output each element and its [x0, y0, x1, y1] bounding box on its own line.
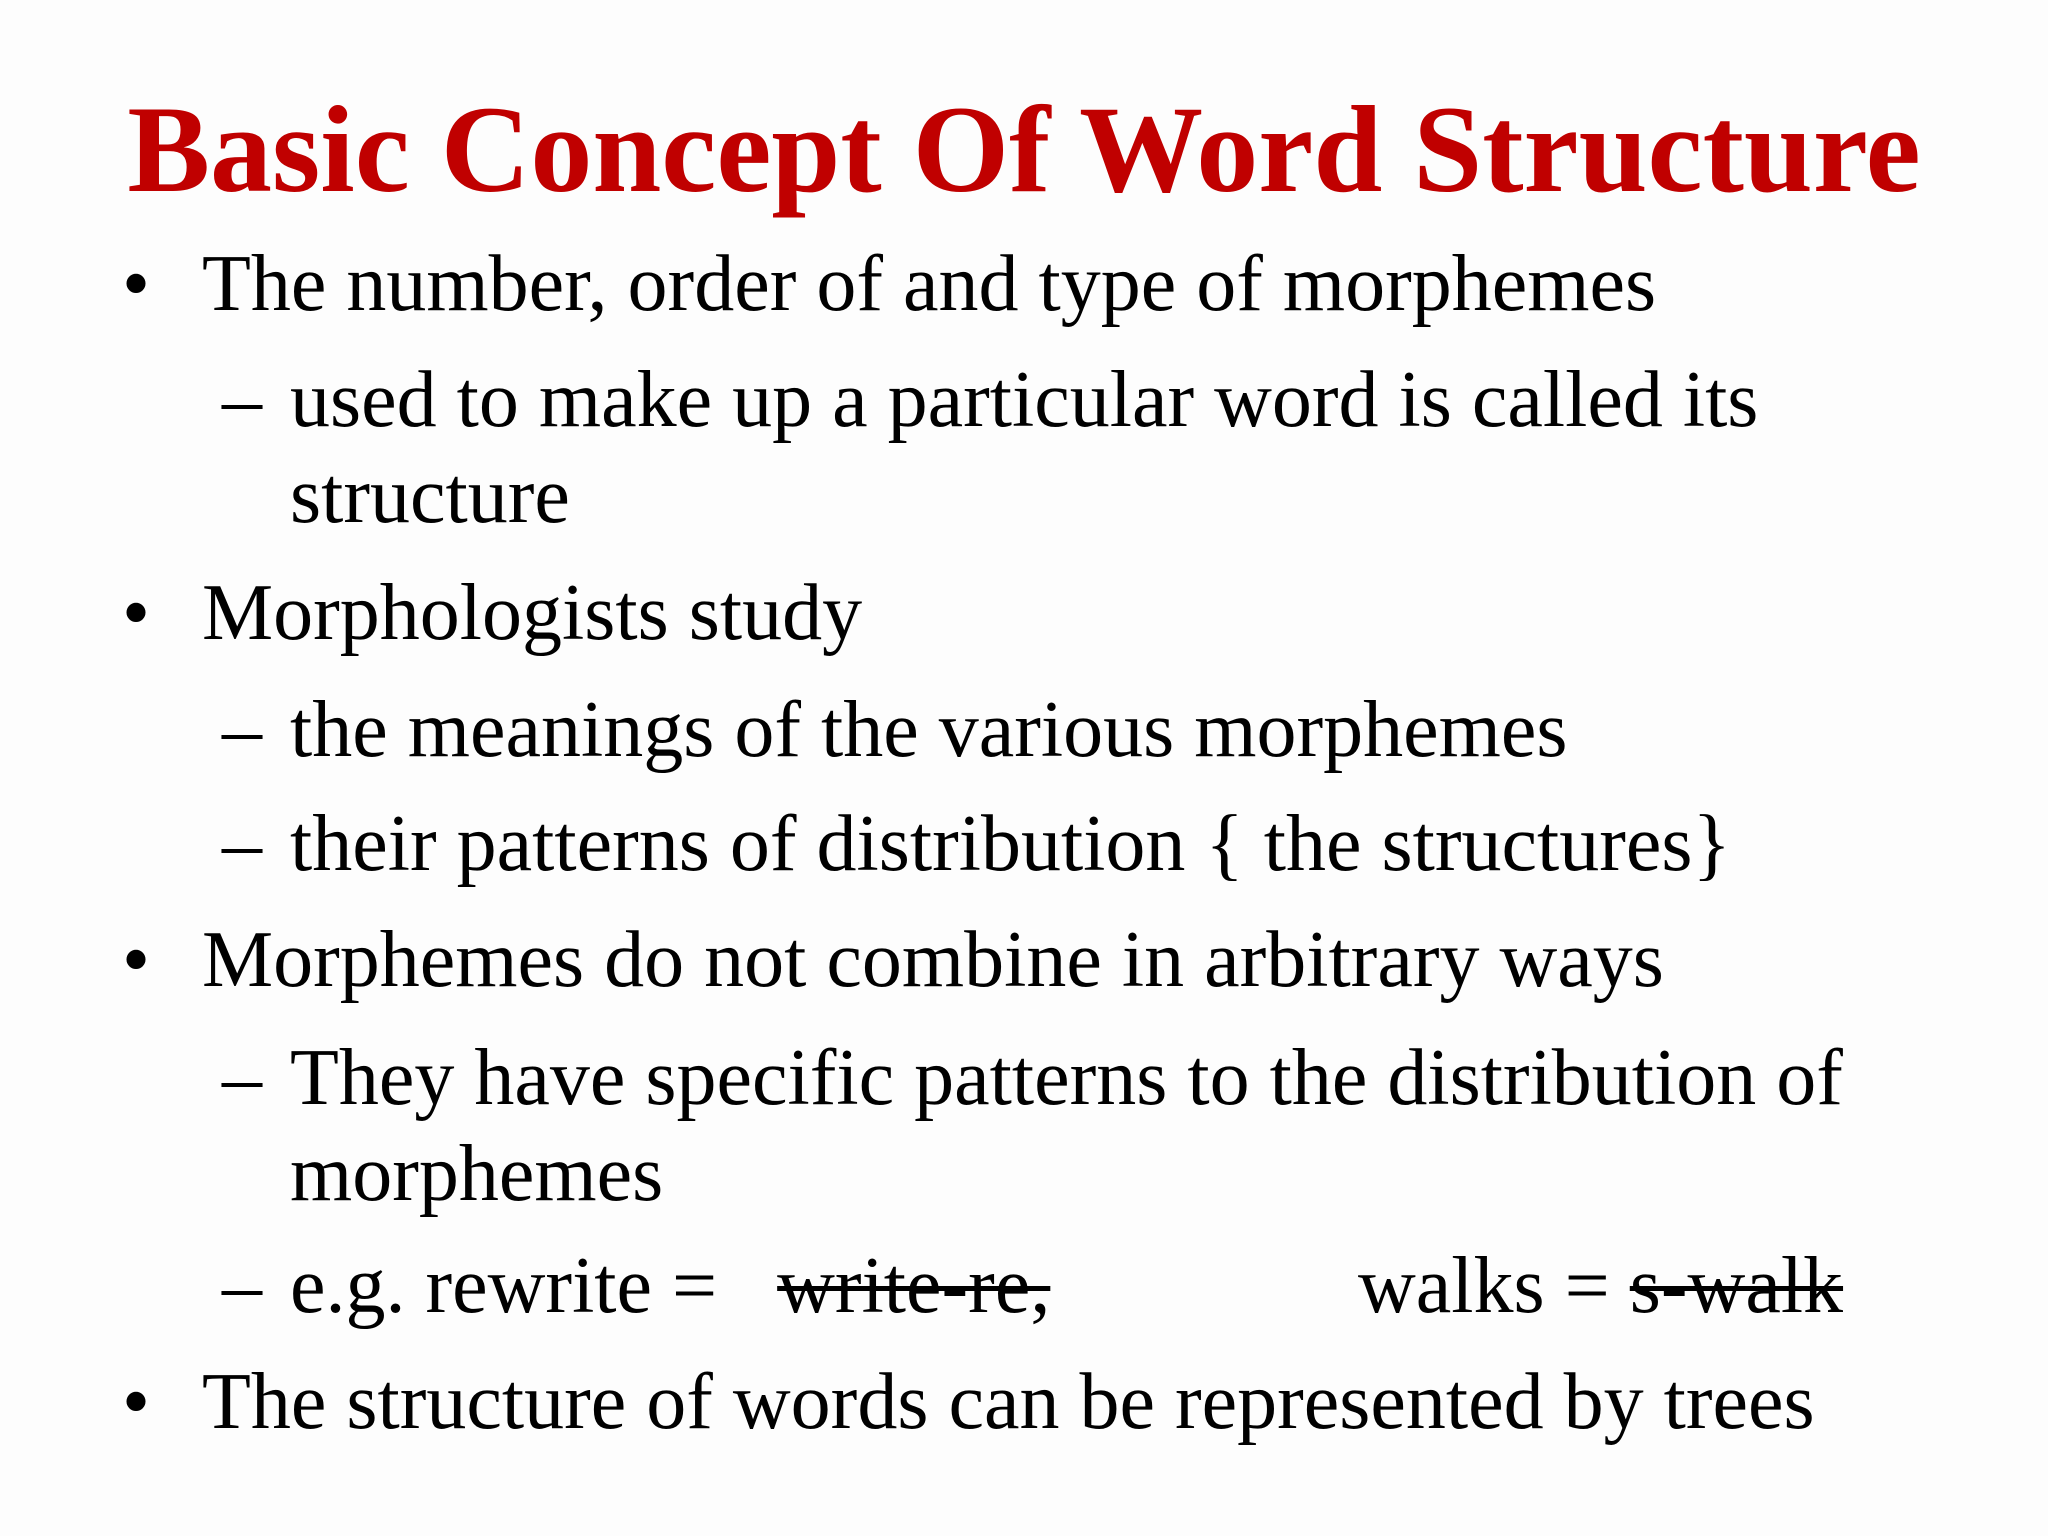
dash-icon: –	[222, 356, 262, 444]
bullet-text: The number, order of and type of morphemes	[202, 240, 1657, 328]
bullet-icon: •	[122, 240, 151, 328]
bullet-text: Morphologists study	[202, 569, 863, 657]
bullet-text: The structure of words can be represented by trees	[202, 1358, 1815, 1446]
sub-bullet-text: the meanings of the various morphemes	[290, 686, 1568, 774]
sub-bullet-text: They have specific patterns to the distribution of	[290, 1034, 1843, 1122]
bullet-icon: •	[122, 1358, 151, 1446]
sub-bullet-text-continued: morphemes	[290, 1130, 664, 1218]
example-text	[290, 1238, 1050, 1334]
bullet-text: Morphemes do not combine in arbitrary ways	[202, 916, 1664, 1004]
sub-bullet-text-continued: structure	[290, 452, 570, 540]
bullet-icon: •	[122, 916, 151, 1004]
example-struck-word: s-walk	[1629, 1242, 1844, 1330]
bullet-icon: •	[122, 569, 151, 657]
slide-title: Basic Concept Of Word Structure	[127, 81, 1921, 218]
dash-icon: –	[222, 686, 262, 774]
example-struck-word: write-re,	[777, 1242, 1051, 1330]
dash-icon: –	[222, 800, 262, 888]
dash-icon: –	[222, 1242, 262, 1330]
example-prefix: walks =	[1358, 1242, 1630, 1330]
example-prefix: e.g. rewrite =	[290, 1242, 738, 1330]
sub-bullet-text: used to make up a particular word is called its	[290, 356, 1759, 444]
sub-bullet-text: their patterns of distribution { the structures}	[290, 800, 1731, 888]
dash-icon: –	[222, 1034, 262, 1122]
example-text	[1358, 1238, 1843, 1334]
